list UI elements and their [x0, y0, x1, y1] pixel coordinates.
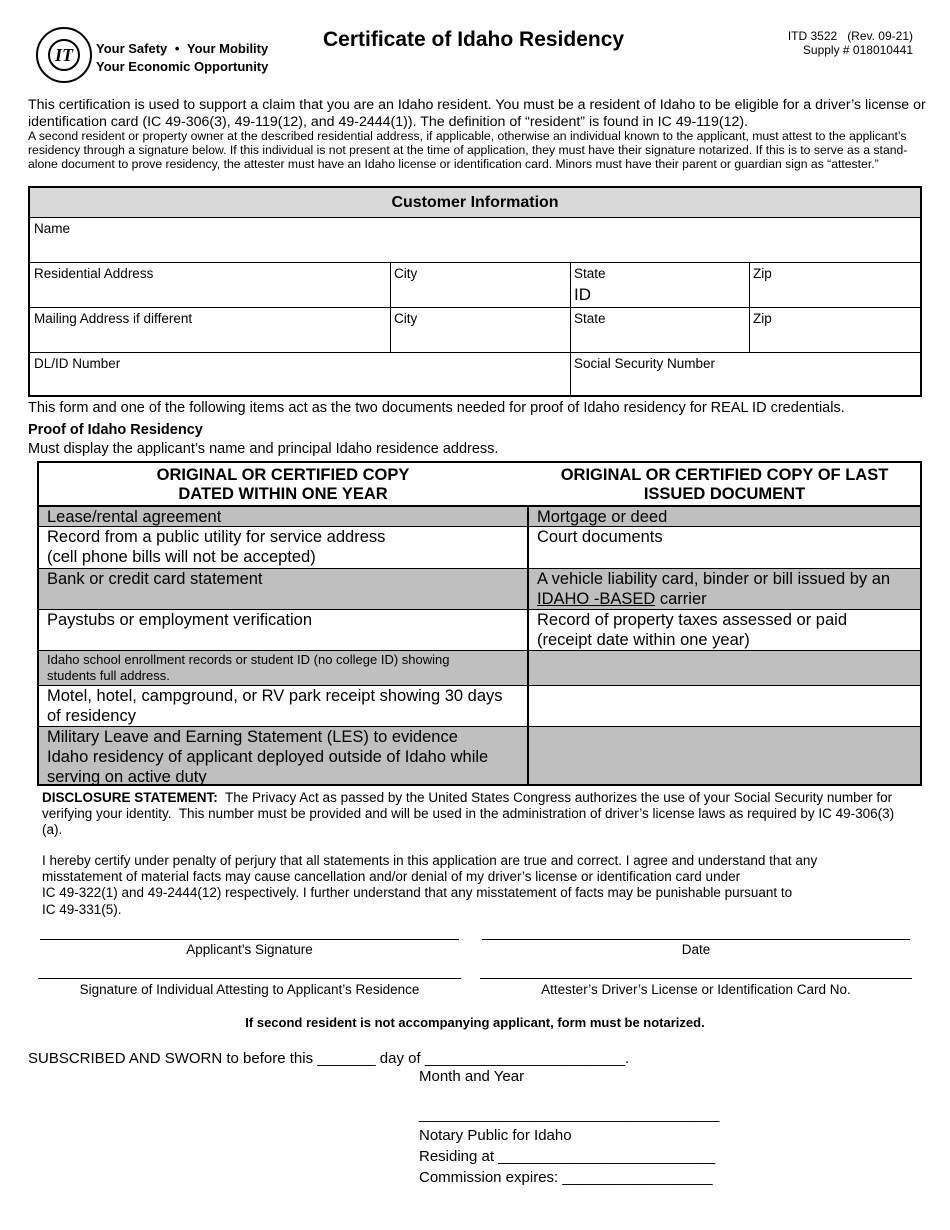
form-number-block [788, 29, 913, 57]
row4-left: Paystubs or employment verification [47, 611, 313, 629]
row2-left: Record from a public utility for service address (cell phone bills will not be accepted) [47, 528, 386, 566]
mailing-state-label: State [574, 311, 606, 326]
certification-line2: misstatement of material facts may cause cancellation and/or denial of my driver’s license or identification card under [42, 869, 741, 885]
slogan-line-1 [96, 41, 268, 56]
certification-line4: IC 49-331(5). [42, 901, 122, 917]
itd-seal-logo: IT [36, 27, 92, 83]
name-field[interactable] [30, 217, 920, 262]
page-title: Certificate of Idaho Residency [323, 28, 625, 51]
residential-state-value: ID [574, 285, 591, 304]
slogan-safety: Your Safety [96, 41, 168, 56]
mailing-state-field[interactable] [570, 307, 749, 352]
mailing-city-field[interactable] [390, 307, 570, 352]
date-label: Date [681, 942, 711, 957]
residential-state-label: State [574, 266, 606, 281]
table-row [39, 609, 920, 650]
table-row [39, 526, 920, 568]
ssn-label: Social Security Number [574, 356, 716, 371]
row5-right [529, 651, 920, 685]
table-row [39, 505, 920, 526]
col2-header-line1: ORIGINAL OR CERTIFIED COPY OF LAST [560, 466, 889, 484]
supply-number: Supply # 018010441 [802, 43, 913, 57]
slogan-mobility: Your Mobility [186, 41, 269, 56]
disclosure-statement [42, 790, 914, 839]
column-header-last-issued [529, 463, 920, 507]
table-row [39, 650, 920, 685]
row3-right [529, 569, 920, 609]
mailing-address-label: Mailing Address if different [34, 311, 193, 326]
customer-information-heading: Customer Information [30, 188, 920, 218]
row1-right: Mortgage or deed [537, 508, 668, 526]
mailing-address-field[interactable] [30, 307, 390, 352]
notary-signature-line[interactable]: ____________________________________ [419, 1106, 720, 1123]
ssn-field[interactable] [570, 352, 920, 395]
row3-right-carrier: carrier [655, 590, 707, 608]
disclosure-label: DISCLOSURE STATEMENT: [42, 790, 218, 805]
proof-subtext: Must display the applicant’s name and principal Idaho residence address. [28, 441, 499, 457]
dl-id-number-field[interactable] [30, 352, 570, 395]
intro-paragraph-2: A second resident or property owner at the described residential address, if applicable, otherwise an individual known to the applicant, must attest to the applicant’s residency through a signature below. If this individual is not present at the time of application, they must have their signature notarized. If this is to serve as a stand-alone document to prove residency, the attester must have an Idaho license or identification card. Minors must have their parent or guardian sign as “attester.” [28, 129, 908, 172]
certification-line3: IC 49-322(1) and 49-2444(12) respectively. I further understand that any misstatement of facts may be punishable pursuant to [42, 885, 793, 901]
mailing-zip-field[interactable] [749, 307, 920, 352]
table-row [39, 685, 920, 726]
row2-right: Court documents [537, 528, 663, 546]
proof-intro-text: This form and one of the following items act as the two documents needed for proof of Idaho residency for REAL ID credentials. [28, 400, 845, 416]
col2-header-line2: ISSUED DOCUMENT [643, 485, 806, 503]
residential-zip-field[interactable] [749, 262, 920, 307]
row5-left: Idaho school enrollment records or student ID (no college ID) showing students full address. [47, 652, 450, 683]
col1-header-line1: ORIGINAL OR CERTIFIED COPY [156, 466, 410, 484]
form-number: ITD 3522 (Rev. 09-21) [787, 29, 913, 43]
attester-signature-label: Signature of Individual Attesting to Applicant’s Residence [79, 982, 420, 997]
mailing-city-label: City [394, 311, 418, 326]
mailing-zip-label: Zip [753, 311, 772, 326]
dl-id-number-label: DL/ID Number [34, 356, 121, 371]
residential-city-label: City [394, 266, 418, 281]
notarization-notice: If second resident is not accompanying applicant, form must be notarized. [245, 1015, 705, 1030]
row7-left: Military Leave and Earning Statement (LES) to evidence Idaho residency of applicant deployed outside of Idaho while serving on active duty [47, 728, 489, 786]
col1-header-line2: DATED WITHIN ONE YEAR [178, 485, 388, 503]
table-row [39, 726, 920, 784]
row3-right-line1: A vehicle liability card, binder or bill issued by an [537, 570, 891, 588]
attester-signature-line[interactable] [38, 978, 461, 979]
slogan-line-2: Your Economic Opportunity [96, 59, 269, 74]
row3-left: Bank or credit card statement [47, 570, 263, 588]
residential-state-field[interactable] [570, 262, 749, 307]
intro-paragraph-1: This certification is used to support a claim that you are an Idaho resident. You must be a resident of Idaho to be eligible for a driver’s license or identification card (IC 49-306(3), 49-119(12), and 49-2444(1)). The definition of “resident” is found in IC 49-119(12). [28, 97, 926, 130]
slogan-bullet: • [174, 41, 180, 56]
residential-address-label: Residential Address [34, 266, 154, 281]
residing-at-field[interactable]: Residing at __________________________ [419, 1148, 716, 1165]
residential-zip-label: Zip [753, 266, 772, 281]
row6-right [529, 686, 920, 726]
certification-statement [42, 853, 902, 918]
row7-right [529, 727, 920, 784]
subscribed-sworn-line[interactable]: SUBSCRIBED AND SWORN to before this _______ day of ________________________. [28, 1050, 630, 1067]
date-line[interactable] [482, 939, 910, 940]
name-label: Name [34, 221, 71, 236]
applicant-signature-line[interactable] [40, 939, 459, 940]
column-header-dated-within-one-year [39, 463, 527, 507]
residential-address-field[interactable] [30, 262, 390, 307]
residential-city-field[interactable] [390, 262, 570, 307]
table-row [39, 568, 920, 609]
commission-expires-field[interactable]: Commission expires: __________________ [419, 1169, 713, 1186]
disclosure-text: The Privacy Act as passed by the United States Congress authorizes the use of your Social Security number for verifying your identity. This number must be provided and will be used in the administration of driver’s license laws as required by IC 49-306(3)(a). [42, 790, 896, 838]
row6-left: Motel, hotel, campground, or RV park receipt showing 30 days of residency [47, 687, 503, 725]
proof-documents-table [37, 461, 922, 786]
row1-left: Lease/rental agreement [47, 508, 222, 526]
applicant-signature-label: Applicant’s Signature [186, 942, 313, 957]
certification-line1: I hereby certify under penalty of perjury that all statements in this application are true and correct. I agree and understand that any [42, 853, 818, 868]
proof-heading: Proof of Idaho Residency [28, 422, 203, 438]
month-year-label: Month and Year [419, 1068, 525, 1085]
customer-information-section [28, 186, 922, 397]
attester-id-label: Attester’s Driver’s License or Identification Card No. [541, 982, 851, 997]
row3-right-idaho-based: IDAHO -BASED [537, 590, 656, 608]
row4-right: Record of property taxes assessed or paid (receipt date within one year) [537, 611, 847, 649]
notary-public-label: Notary Public for Idaho [419, 1127, 572, 1144]
attester-id-line[interactable] [480, 978, 912, 979]
